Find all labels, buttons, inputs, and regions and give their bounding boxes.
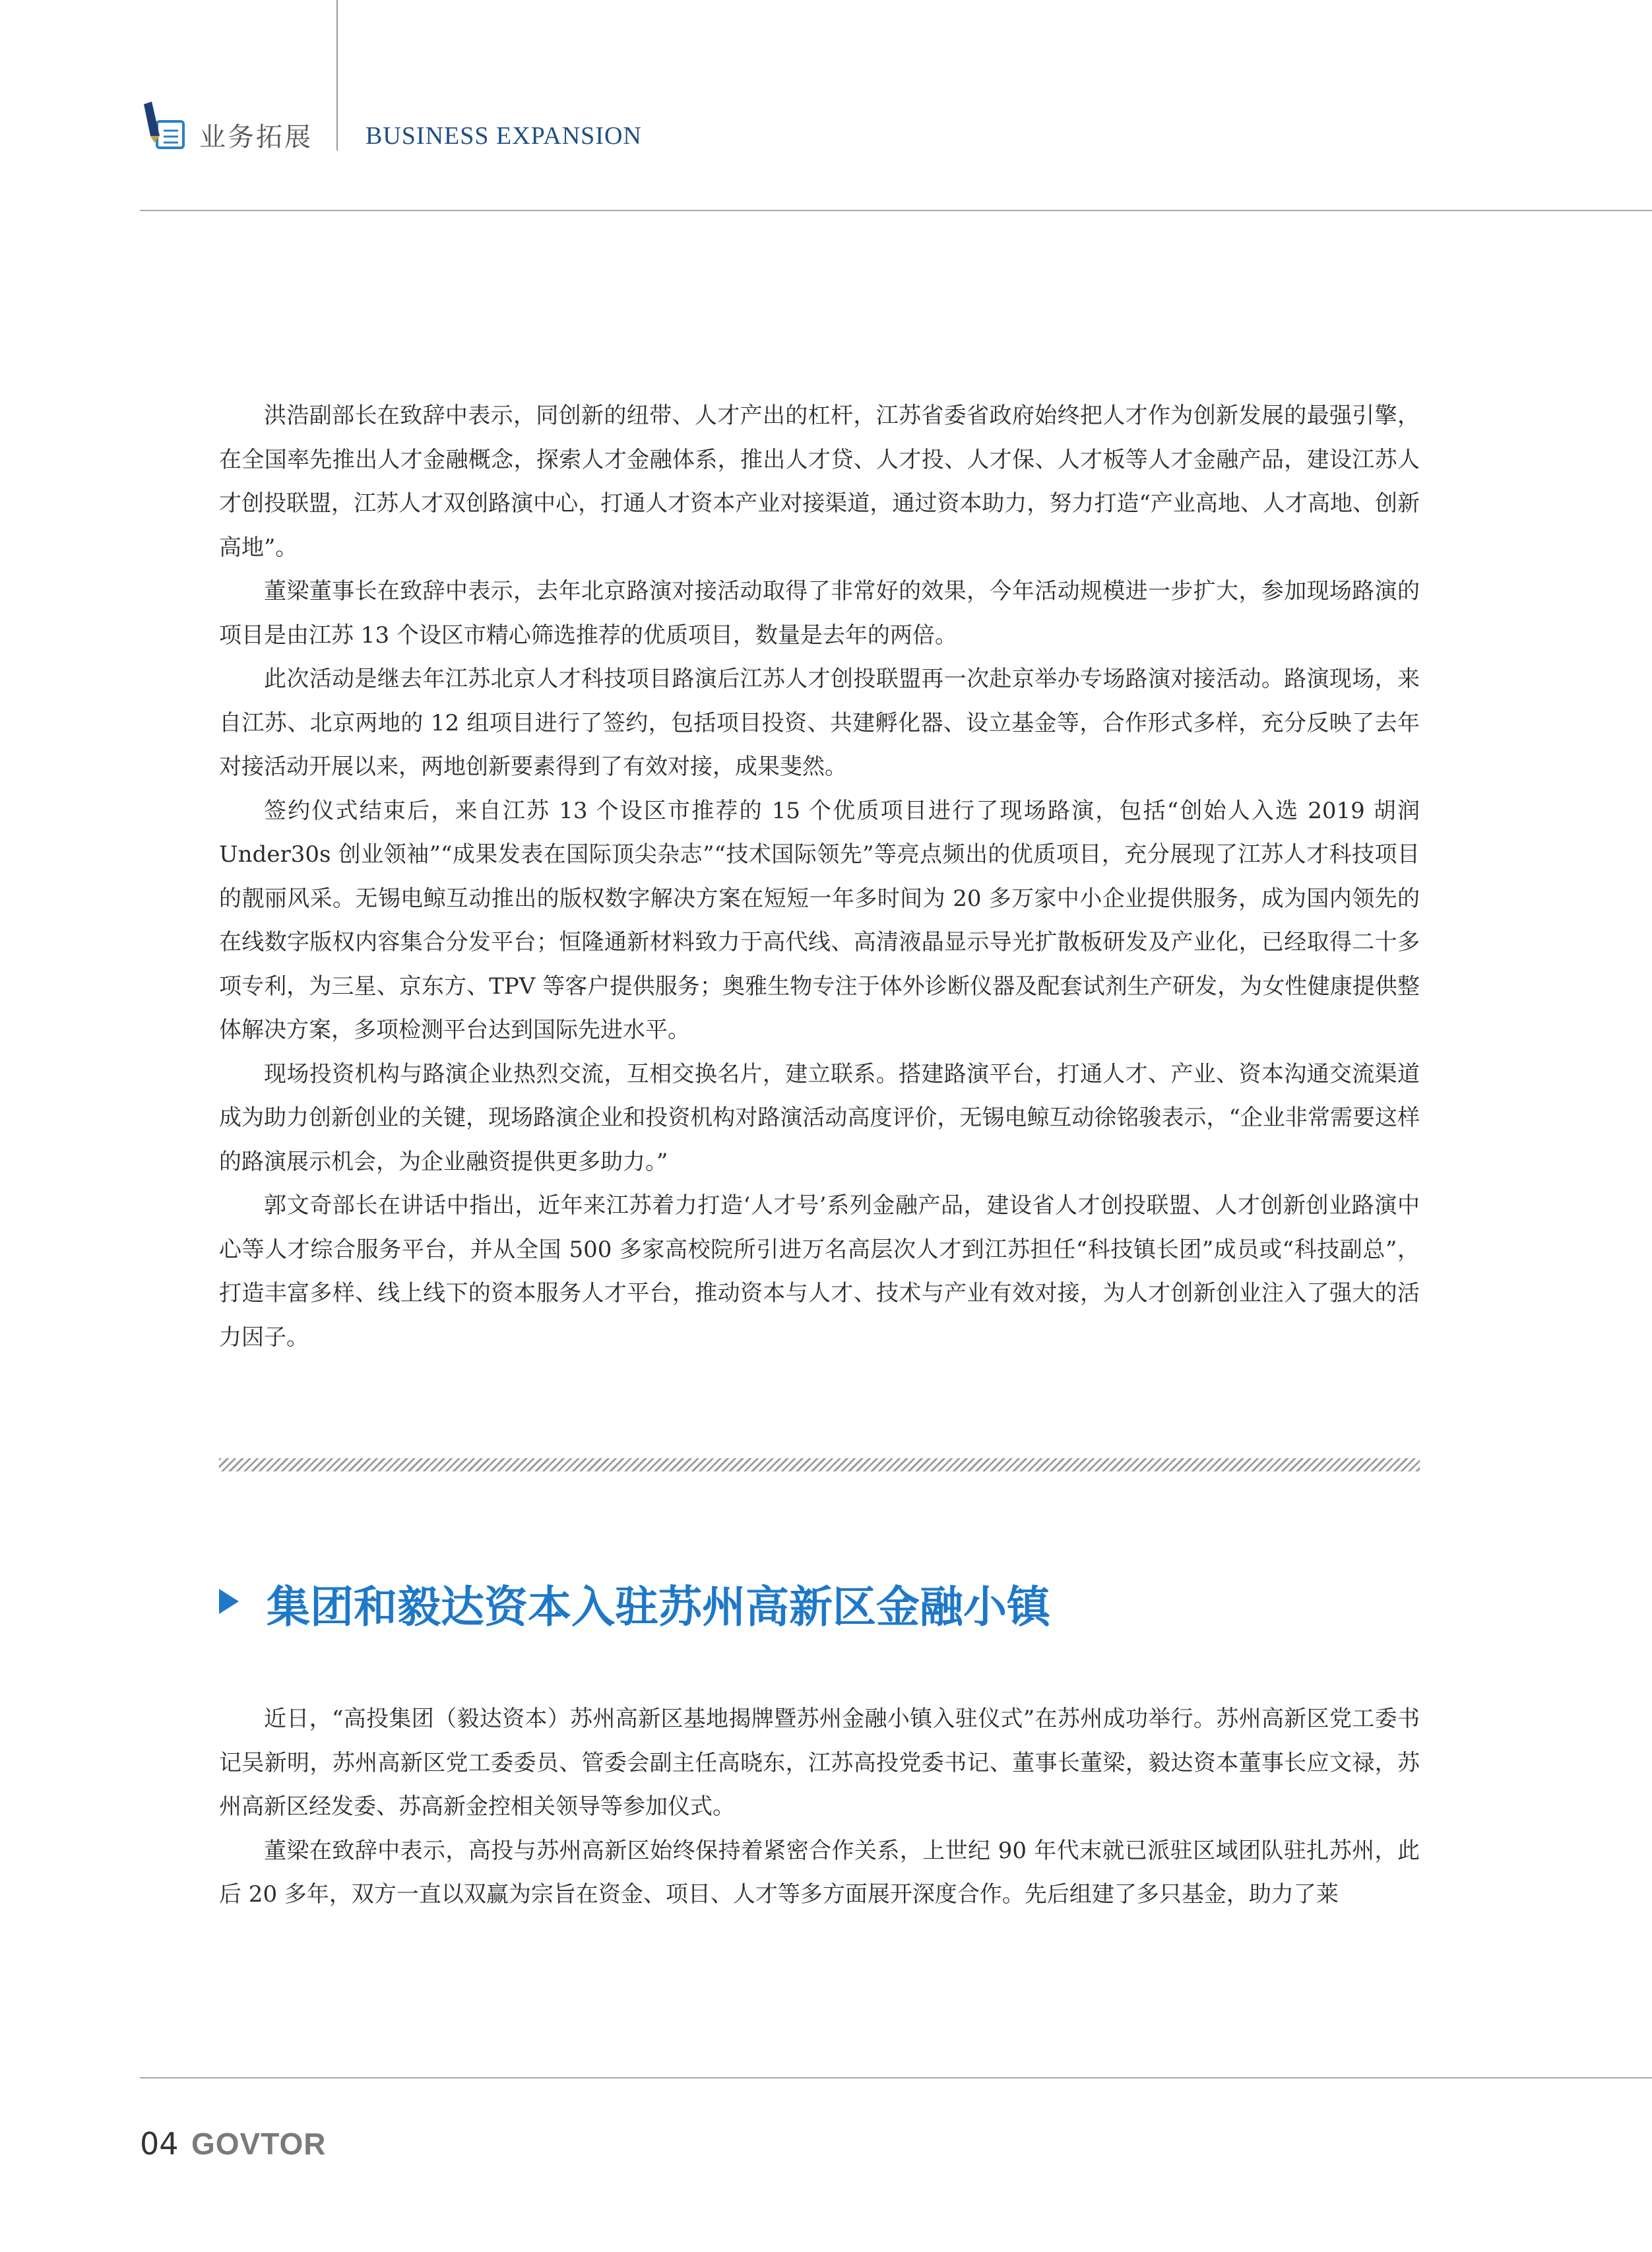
paragraph: 现场投资机构与路演企业热烈交流，互相交换名片，建立联系。搭建路演平台，打通人才、产业、资本沟通交流渠道成为助力创新创业的关键，现场路演企业和投资机构对路演活动高度评价，无锡电鲸互动徐铭骏表示，“企业非常需要这样的路演展示机会，为企业融资提供更多助力。” <box>219 1060 1420 1175</box>
section-title-en: BUSINESS EXPANSION <box>365 122 642 150</box>
header-divider <box>336 0 338 150</box>
header-rule <box>140 210 1652 211</box>
section-title-cn: 业务拓展 <box>199 122 313 152</box>
paragraph: 签约仪式结束后，来自江苏 13 个设区市推荐的 15 个优质项目进行了现场路演，包括“创始人入选 2019 胡润 Under30s 创业领袖”“成果发表在国际顶尖杂志”“技术国际领先”等亮点频出的优质项目，充分展现了江苏人才科技项目的靓丽风采。无锡电鲸互动推出的版权数字解决方案在短短一年多时间为 20 多万家中小企业提供服务，成为国内领先的在线数字版权内容集合分发平台；恒隆通新材料致力于高代线、高清液晶显示导光扩散板研发及产业化，已经取得二十多项专利，为三星、京东方、TPV 等客户提供服务；奥雅生物专注于体外诊断仪器及配套试剂生产研发，为女性健康提供整体解决方案，多项检测平台达到国际先进水平。 <box>219 797 1420 1043</box>
pen-document-icon <box>140 99 186 152</box>
paragraph: 郭文奇部长在讲话中指出，近年来江苏着力打造‘人才号’系列金融产品，建设省人才创投联盟、人才创新创业路演中心等人才综合服务平台，并从全国 500 多家高校院所引进万名高层次人才到江苏担任“科技镇长团”成员或“科技副总”，打造丰富多样、线上线下的资本服务人才平台，推动资本与人才、技术与产业有效对接，为人才创新创业注入了强大的活力因子。 <box>219 1192 1420 1351</box>
triangle-bullet-icon <box>219 1589 239 1614</box>
paragraph: 近日，“高投集团（毅达资本）苏州高新区基地揭牌暨苏州金融小镇入驻仪式”在苏州成功举行。苏州高新区党工委书记吴新明，苏州高新区党工委委员、管委会副主任高晓东，江苏高投党委书记、董事长董梁，毅达资本董事长应文禄，苏州高新区经发委、苏高新金控相关领导等参加仪式。 <box>219 1706 1420 1820</box>
hatched-divider <box>219 1458 1420 1471</box>
brand-logo: GOVTOR <box>191 2127 327 2161</box>
article-body-1 <box>219 394 1420 1359</box>
paragraph: 董梁在致辞中表示，高投与苏州高新区始终保持着紧密合作关系，上世纪 90 年代末就已派驻区域团队驻扎苏州，此后 20 多年，双方一直以双赢为宗旨在资金、项目、人才等多方面展开深度合作。先后组建了多只基金，助力了莱 <box>219 1837 1420 1908</box>
page-number: 04 <box>140 2126 179 2162</box>
article-title: 集团和毅达资本入驻苏州高新区金融小镇 <box>267 1582 1050 1632</box>
footer-rule <box>140 2077 1652 2078</box>
paragraph: 洪浩副部长在致辞中表示，同创新的纽带、人才产出的杠杆，江苏省委省政府始终把人才作为创新发展的最强引擎，在全国率先推出人才金融概念，探索人才金融体系，推出人才贷、人才投、人才保、人才板等人才金融产品，建设江苏人才创投联盟，江苏人才双创路演中心，打通人才资本产业对接渠道，通过资本助力，努力打造“产业高地、人才高地、创新高地”。 <box>219 402 1420 561</box>
page-header <box>0 0 1652 211</box>
paragraph: 董梁董事长在致辞中表示，去年北京路演对接活动取得了非常好的效果，今年活动规模进一步扩大，参加现场路演的项目是由江苏 13 个设区市精心筛选推荐的优质项目，数量是去年的两倍。 <box>219 578 1420 649</box>
paragraph: 此次活动是继去年江苏北京人才科技项目路演后江苏人才创投联盟再一次赴京举办专场路演对接活动。路演现场，来自江苏、北京两地的 12 组项目进行了签约，包括项目投资、共建孵化器、设立基金等，合作形式多样，充分反映了去年对接活动开展以来，两地创新要素得到了有效对接，成果斐然。 <box>219 666 1420 780</box>
article-body-2 <box>219 1697 1420 1917</box>
